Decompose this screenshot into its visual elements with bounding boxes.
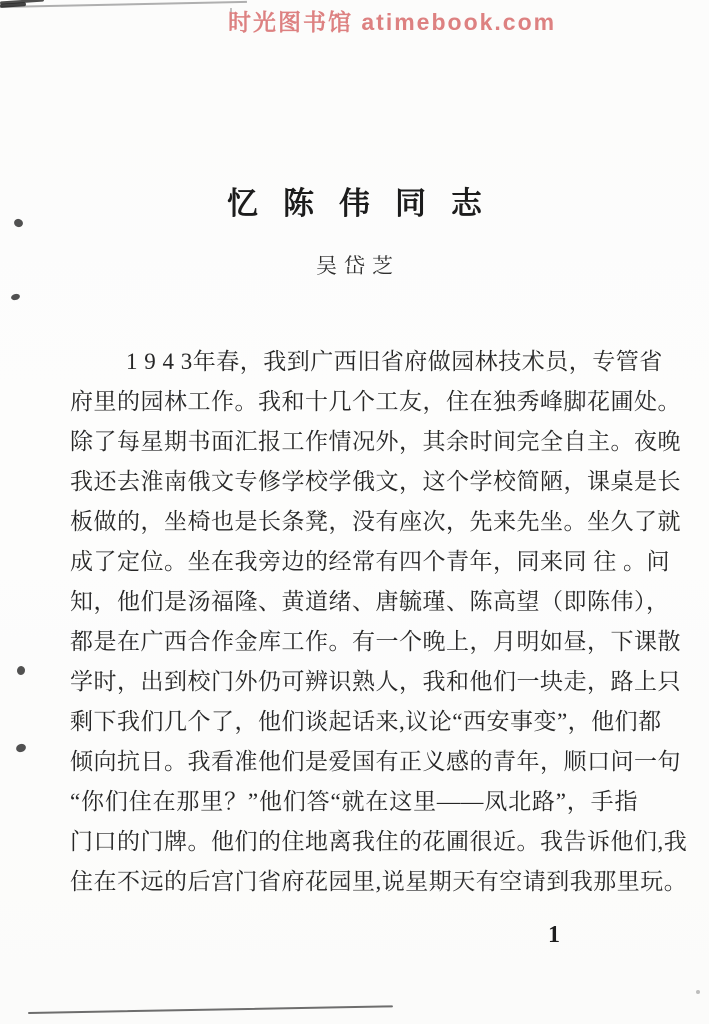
text-line: 剩下我们几个了，他们谈起话来,议论“西安事变”，他们都 xyxy=(70,709,662,734)
text-line: 除了每星期书面汇报工作情况外，其余时间完全自主。夜晚 xyxy=(70,429,681,454)
text-line: 板做的，坐椅也是长条凳，没有座次，先来先坐。坐久了就 xyxy=(70,509,681,534)
page-number: 1 xyxy=(548,922,561,948)
text-line: 我还去淮南俄文专修学校学俄文，这个学校简陋，课桌是长 xyxy=(70,469,681,494)
scan-speck xyxy=(15,743,27,754)
watermark-text: 时光图书馆 atimebook.com xyxy=(228,9,557,35)
author-name: 吴岱芝 xyxy=(316,254,400,278)
text-line: 府里的园林工作。我和十几个工友，住在独秀峰脚花圃处。 xyxy=(70,389,681,414)
scan-bottom-line xyxy=(28,1005,393,1014)
text-line: 成了定位。坐在我旁边的经常有四个青年，同来同 往 。问 xyxy=(70,549,670,574)
text-line: 1 9 4 3年春，我到广西旧省府做园林技术员，专管省 xyxy=(126,349,663,374)
scan-speck xyxy=(696,990,700,994)
text-line: 门口的门牌。他们的住地离我住的花圃很近。我告诉他们,我 xyxy=(70,829,688,854)
article-body xyxy=(70,342,688,902)
page-title: 忆陈伟同志 xyxy=(227,186,507,221)
text-line: 学时，出到校门外仍可辨识熟人，我和他们一块走，路上只 xyxy=(70,669,681,694)
text-line: 都是在广西合作金库工作。有一个晚上，月明如昼，下课散 xyxy=(70,629,681,654)
text-line: “你们住在那里？”他们答“就在这里——凤北路”，手指 xyxy=(70,789,638,814)
scan-speck xyxy=(16,665,25,675)
text-line: 倾向抗日。我看准他们是爱国有正义感的青年，顺口问一句 xyxy=(70,749,681,774)
text-line: 知，他们是汤福隆、黄道绪、唐毓瑾、陈高望（即陈伟）， xyxy=(70,589,670,614)
scan-speck xyxy=(10,293,20,301)
text-line: 住在不远的后宫门省府花园里,说星期天有空请到我那里玩。 xyxy=(70,869,688,894)
